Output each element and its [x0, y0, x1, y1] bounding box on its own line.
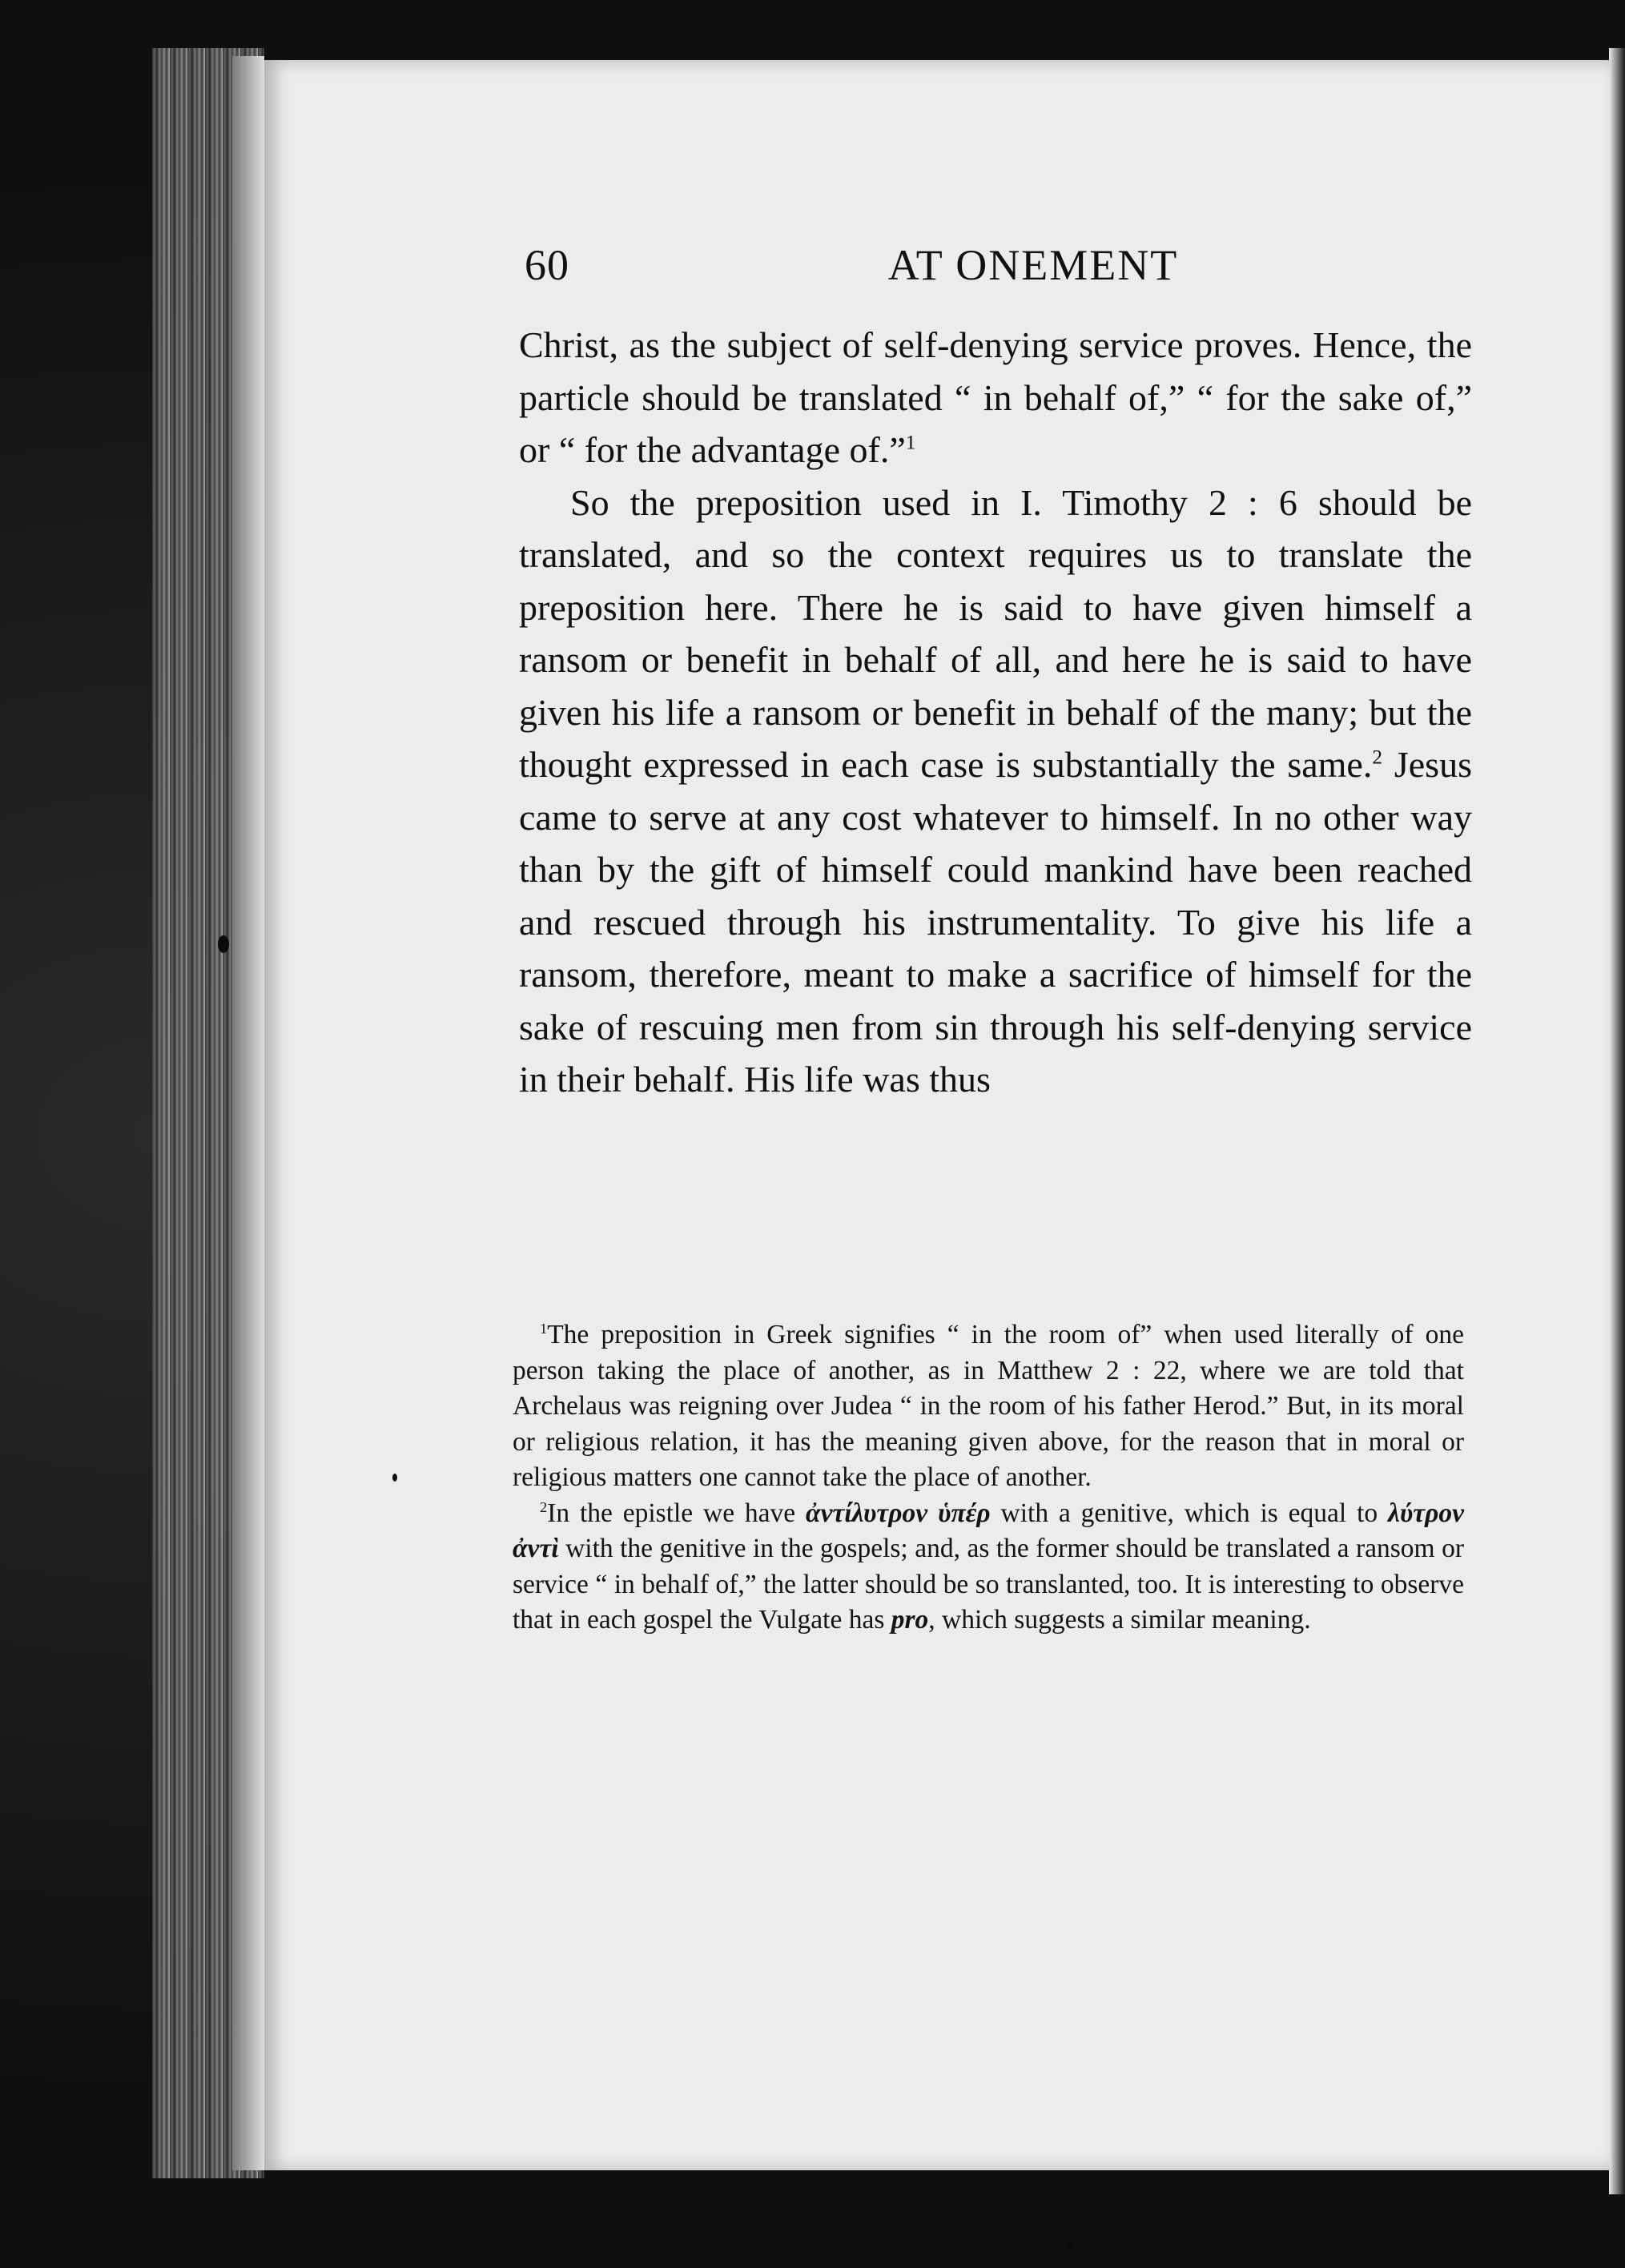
scan-speck	[1065, 2242, 1075, 2250]
footnote-marker: 1	[540, 1320, 548, 1337]
paragraph-text: So the preposition used in I. Timothy 2 : 6 should be translated, and so the context requires us to translate the preposition here. There he is said to have given himself a ransom or benefit in behalf of all, and here he is said to have given his life a ransom or benefit in behalf of the many; but the thought expressed in each case is substantially the same.	[519, 481, 1472, 785]
footnote-marker: 2	[540, 1498, 548, 1515]
page-gutter	[232, 56, 264, 2170]
greek-phrase: λύτρον ἀντὶ	[513, 1498, 1465, 1563]
footnote	[513, 1317, 1464, 1496]
body-text	[519, 319, 1472, 1106]
running-head	[525, 240, 1478, 296]
greek-phrase: ἀντίλυτρον ὑπέρ	[806, 1498, 991, 1528]
running-title: AT ONEMENT	[887, 241, 1179, 289]
paragraph-continued	[519, 319, 1472, 477]
footnote-text: In the epistle we have	[547, 1498, 806, 1528]
footnote-text: The preposition in Greek signifies “ in the room of” when used literally of one person taking the place of another, as in Matthew 2 : 22, where we are told that Archelaus was reigning over Judea “ in the room of his father Herod.” But, in its moral or religious relation, it has the meaning given above, for the reason that in moral or religious matters one cannot take the place of another.	[513, 1320, 1464, 1492]
footnote-reference: 2	[1372, 746, 1383, 769]
footnote-text: with a genitive, which is equal to	[990, 1498, 1388, 1528]
page-right-edge	[1609, 48, 1625, 2194]
footnote	[513, 1496, 1464, 1639]
footnotes	[513, 1317, 1464, 1639]
scan-speck	[392, 1474, 397, 1482]
footnote-text: , which suggests a similar meaning.	[928, 1605, 1311, 1635]
paragraph-text: Jesus came to serve at any cost whatever to himself. In no other way than by the gift of himself could mankind have been reached and rescued through his instrumentality. To give his life a ransom, therefore, meant to make a sacrifice of himself for the sake of rescuing men from sin through his self-denying service in their behalf. His life was thus	[519, 744, 1472, 1100]
paragraph	[519, 477, 1472, 1106]
footnote-text: with the genitive in the gospels; and, as the former should be translated a ransom or service “ in behalf of,” the latter should be so translanted, too. It is interesting to observe that in each gospel the Vulgate has	[513, 1534, 1464, 1635]
scan-speck	[218, 935, 229, 953]
page-number: 60	[525, 241, 569, 289]
latin-word: pro	[891, 1605, 929, 1635]
paragraph-text: Christ, as the subject of self-denying service proves. Hence, the particle should be translated “ in behalf of,” “ for the sake of,” or “ for the advantage of.”	[519, 324, 1472, 470]
footnote-reference: 1	[905, 431, 916, 454]
